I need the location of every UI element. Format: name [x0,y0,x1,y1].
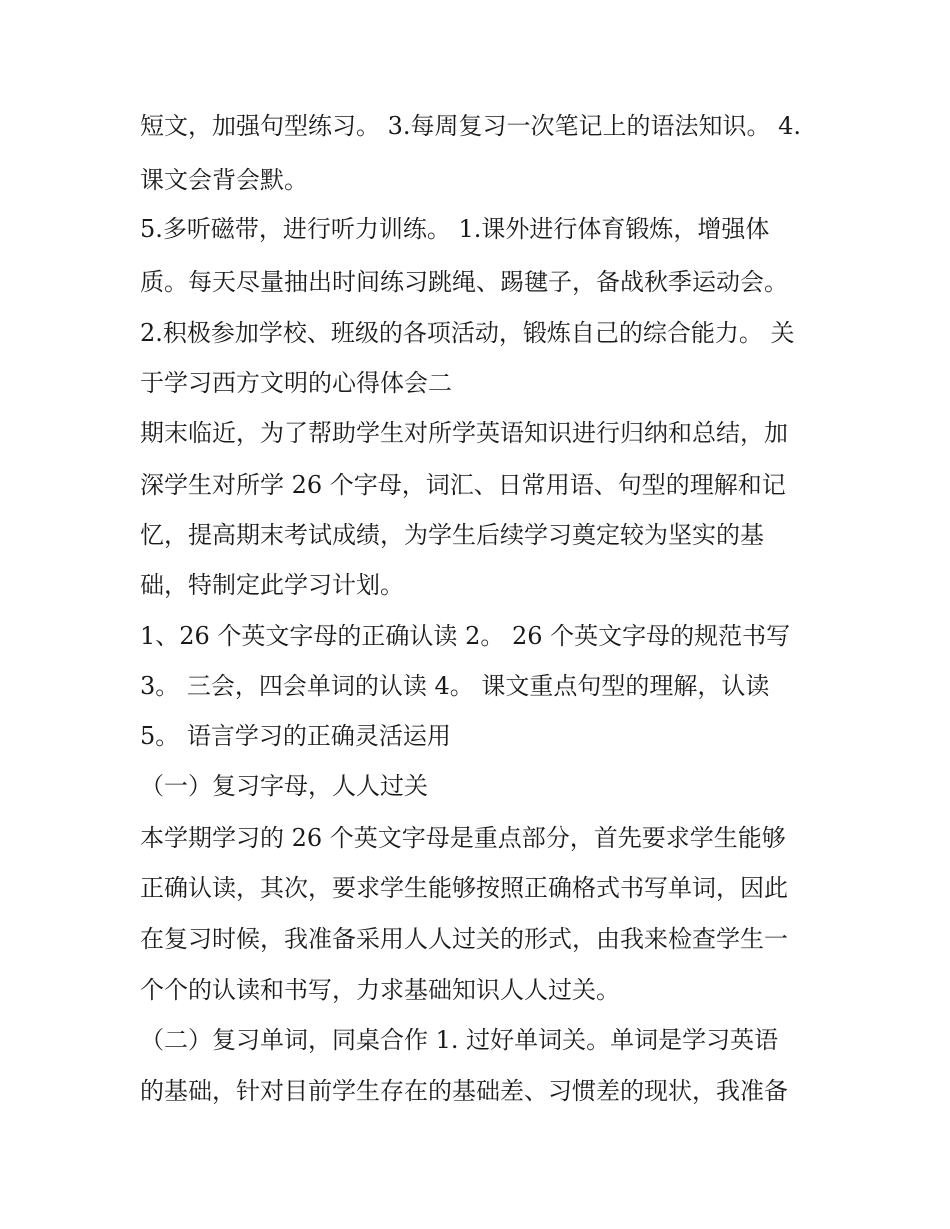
text-line: 深学生对所学 26 个字母，词汇、日常用语、句型的理解和记 [140,471,786,499]
text-line: 在复习时候，我准备采用人人过关的形式，由我来检查学生一 [140,925,788,953]
text-line: 2.积极参加学校、班级的各项活动，锻炼自己的综合能力。 关 [140,319,795,347]
text-line: 个个的认读和书写，力求基础知识人人过关。 [140,976,620,1004]
text-line: 质。每天尽量抽出时间练习跳绳、踢毽子，备战秋季运动会。 [140,268,788,296]
text-line: 期末临近，为了帮助学生对所学英语知识进行归纳和总结，加 [140,419,788,447]
section-heading: （一）复习字母，人人过关 [140,772,428,800]
text-line: 本学期学习的 26 个英文字母是重点部分，首先要求学生能够 [140,824,786,852]
text-line: 的基础，针对目前学生存在的基础差、习惯差的现状，我准备 [140,1077,788,1105]
text-line: 短文，加强句型练习。 3.每周复习一次笔记上的语法知识。 4. [140,112,802,140]
text-line: 忆，提高期末考试成绩，为学生后续学习奠定较为坚实的基 [140,521,764,549]
text-line: 1、26 个英文字母的正确认读 2。 26 个英文字母的规范书写 [140,622,791,650]
text-line: 课文会背会默。 [140,166,308,194]
text-line: 5。 语言学习的正确灵活运用 [140,722,451,750]
section-heading: （二）复习单词，同桌合作 1. 过好单词关。单词是学习英语 [140,1026,779,1054]
text-line: 正确认读，其次，要求学生能够按照正确格式书写单词，因此 [140,874,788,902]
text-line: 5.多听磁带，进行听力训练。 1.课外进行体育锻炼，增强体 [140,215,770,243]
text-line: 3。 三会，四会单词的认读 4。 课文重点句型的理解，认读 [140,672,770,700]
text-line: 础，特制定此学习计划。 [140,571,404,599]
text-line: 于学习西方文明的心得体会二 [140,369,452,397]
